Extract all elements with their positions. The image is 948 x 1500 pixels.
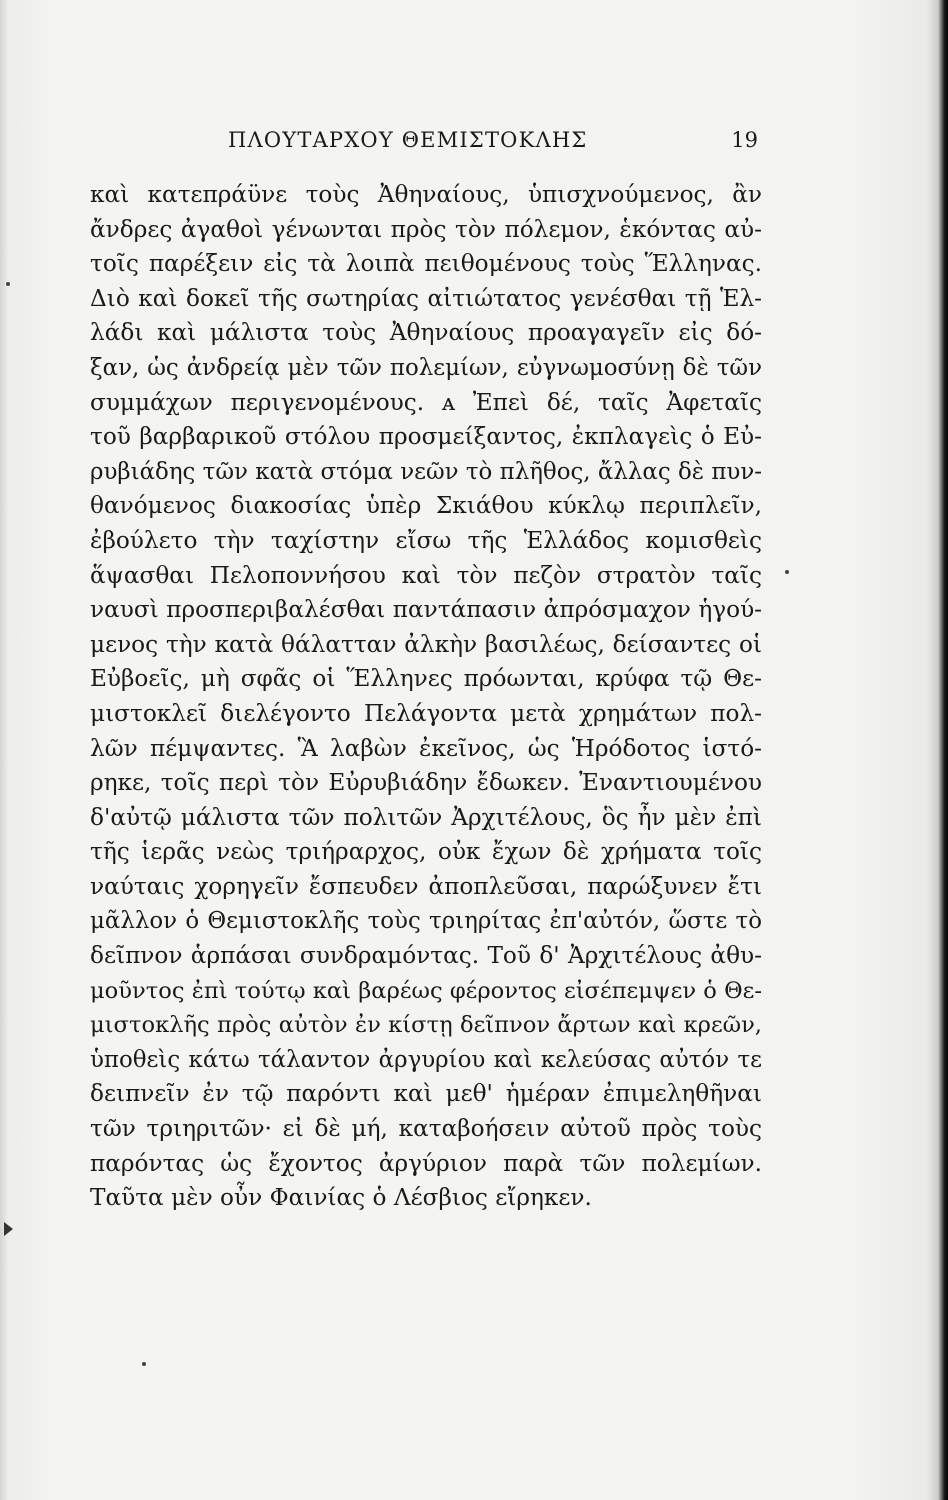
body-text <box>90 178 762 1216</box>
margin-marker-icon <box>4 1222 13 1236</box>
text-line: δεῖπνον ἁρπάσαι συνδραμόντας. Τοῦ δ' Ἀρχιτέλους ἀθυ- <box>90 942 762 970</box>
text-line: δειπνεῖν ἐν τῷ παρόντι καὶ μεθ' ἡμέραν ἐπιμεληθῆναι <box>90 1080 762 1108</box>
text-line: θανόμενος διακοσίας ὑπὲρ Σκιάθου κύκλῳ περιπλεῖν, <box>90 492 762 520</box>
page-header <box>228 128 758 162</box>
text-line: μοῦντος ἐπὶ τούτῳ καὶ βαρέως φέροντος εἰσέπεμψεν ὁ Θε- <box>90 977 762 1004</box>
text-line: μᾶλλον ὁ Θεμιστοκλῆς τοὺς τριηρίτας ἐπ'αὐτόν, ὥστε τὸ <box>90 908 762 935</box>
text-line: λάδι καὶ μάλιστα τοὺς Ἀθηναίους προαγαγεῖν εἰς δό- <box>90 319 762 347</box>
text-line: λῶν πέμψαντες. Ἃ λαβὼν ἐκεῖνος, ὡς Ἡρόδοτος ἱστό- <box>90 734 762 762</box>
text-line: τῶν τριηριτῶν· εἰ δὲ μή, καταβοήσειν αὐτοῦ πρὸς τοὺς <box>90 1115 762 1143</box>
text-line: παρόντας ὡς ἔχοντος ἀργύριον παρὰ τῶν πολεμίων. <box>90 1149 762 1177</box>
text-line: τοῦ βαρβαρικοῦ στόλου προσμείξαντος, ἐκπλαγεὶς ὁ Εὐ- <box>90 423 762 451</box>
text-line: τοῖς παρέξειν εἰς τὰ λοιπὰ πειθομένους τοὺς Ἕλληνας. <box>90 250 762 278</box>
text-line: ἐβούλετο τὴν ταχίστην εἴσω τῆς Ἑλλάδος κομισθεὶς <box>90 526 762 554</box>
text-line: συμμάχων περιγενομένους. ᴀ Ἐπεὶ δέ, ταῖς Ἀφεταῖς <box>90 388 762 416</box>
text-line: τῆς ἱερᾶς νεὼς τριήραρχος, οὐκ ἔχων δὲ χρήματα τοῖς <box>90 838 762 866</box>
page-number: 19 <box>731 128 758 152</box>
text-line: δ'αὐτῷ μάλιστα τῶν πολιτῶν Ἀρχιτέλους, ὃς ἦν μὲν ἐπὶ <box>90 803 762 831</box>
page-right-edge <box>926 0 948 1500</box>
text-line: ναυσὶ προσπεριβαλέσθαι παντάπασιν ἀπρόσμαχον ἡγού- <box>90 596 762 624</box>
text-line: καὶ κατεπράϋνε τοὺς Ἀθηναίους, ὑπισχνούμενος, ἂν <box>90 181 762 208</box>
print-speck <box>6 282 10 286</box>
page-left-shadow <box>0 0 8 1500</box>
text-line-last: Ταῦτα μὲν οὖν Φαινίας ὁ Λέσβιος εἴρηκεν. <box>90 1184 592 1212</box>
text-line: Εὐβοεῖς, μὴ σφᾶς οἱ Ἕλληνες πρόωνται, κρύφα τῷ Θε- <box>90 665 762 693</box>
text-line: ξαν, ὡς ἀνδρείᾳ μὲν τῶν πολεμίων, εὐγνωμοσύνῃ δὲ τῶν <box>90 354 762 381</box>
print-speck <box>785 570 789 574</box>
text-line: ὑποθεὶς κάτω τάλαντον ἀργυρίου καὶ κελεύσας αὐτόν τε <box>90 1046 762 1073</box>
text-line: μιστοκλῆς πρὸς αὐτὸν ἐν κίστῃ δεῖπνον ἄρτων καὶ κρεῶν, <box>90 1012 762 1039</box>
running-title: ΠΛΟΥΤΑΡΧΟΥ ΘΕΜΙΣΤΟΚΛΗΣ <box>228 128 588 152</box>
text-line: μενος τὴν κατὰ θάλατταν ἀλκὴν βασιλέως, δείσαντες οἱ <box>90 630 762 658</box>
text-line: ἄνδρες ἀγαθοὶ γένωνται πρὸς τὸν πόλεμον, ἑκόντας αὐ- <box>90 215 762 243</box>
text-line: ρυβιάδης τῶν κατὰ στόμα νεῶν τὸ πλῆθος, ἄλλας δὲ πυν- <box>90 458 762 485</box>
text-line: ναύταις χορηγεῖν ἔσπευδεν ἀποπλεῦσαι, παρώξυνεν ἔτι <box>90 872 762 900</box>
text-line: μιστοκλεῖ διελέγοντο Πελάγοντα μετὰ χρημάτων πολ- <box>90 699 762 727</box>
text-line: ρηκε, τοῖς περὶ τὸν Εὐρυβιάδην ἔδωκεν. Ἐναντιουμένου <box>90 769 762 797</box>
print-speck <box>142 1362 146 1366</box>
text-line: ἅψασθαι Πελοποννήσου καὶ τὸν πεζὸν στρατὸν ταῖς <box>90 561 762 589</box>
text-line: Διὸ καὶ δοκεῖ τῆς σωτηρίας αἰτιώτατος γενέσθαι τῇ Ἑλ- <box>90 284 762 312</box>
